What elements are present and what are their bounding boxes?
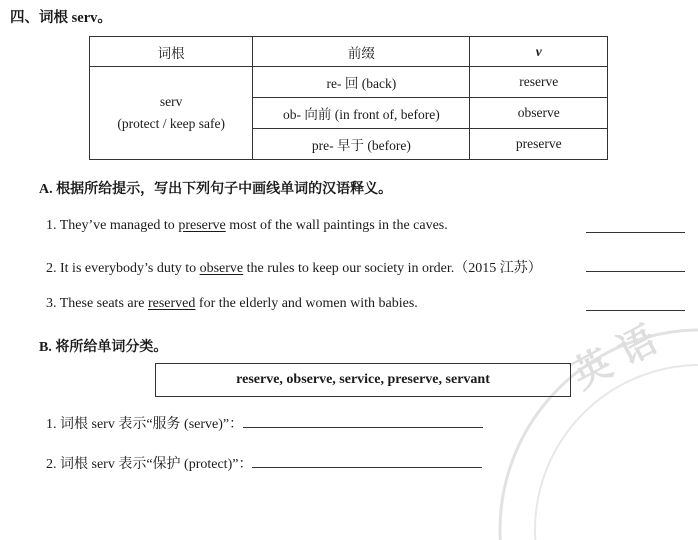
answer-blank-3[interactable]	[586, 310, 685, 311]
header-verb: v	[470, 37, 608, 67]
sentence-text: most of the wall paintings in the caves.	[225, 218, 448, 233]
section-a-title: A. 根据所给提示，写出下列句子中画线单词的汉语释义。	[39, 182, 393, 197]
underlined-word: observe	[199, 261, 244, 276]
sentence-text: 2. It is everybody’s duty to	[46, 261, 200, 276]
prefix-cell: re- 回 (back)	[253, 67, 470, 98]
sentence-3	[46, 296, 418, 312]
watermark-text: 英 语	[564, 316, 665, 398]
sentence-text: 1. They’ve managed to	[46, 218, 179, 233]
heading-root: serv	[71, 10, 98, 26]
underlined-word: preserve	[178, 218, 226, 233]
classify-item-2	[46, 453, 482, 473]
classify-blank-1[interactable]	[243, 426, 483, 428]
header-root: 词根	[90, 37, 253, 67]
word-bank-box	[155, 363, 571, 397]
sentence-text: 3. These seats are	[46, 296, 148, 311]
answer-blank-1[interactable]	[586, 232, 685, 233]
word-root-table	[89, 36, 608, 160]
classify-label: 2. 词根 serv 表示“保护 (protect)”：	[46, 457, 253, 472]
header-prefix: 前缀	[253, 37, 470, 67]
root-cell	[90, 67, 253, 160]
classify-blank-2[interactable]	[252, 466, 482, 468]
sentence-text: for the elderly and women with babies.	[195, 296, 418, 311]
verb-cell: preserve	[470, 129, 608, 160]
heading-suffix: 。	[97, 10, 112, 26]
root-meaning: (protect / keep safe)	[117, 116, 225, 131]
word-bank: reserve, observe, service, preserve, servant	[236, 372, 490, 387]
underlined-word: reserved	[147, 296, 196, 311]
watermark-seal	[460, 300, 698, 540]
sentence-1	[46, 218, 448, 234]
table-row	[90, 67, 608, 98]
sentence-text: the rules to keep our society in order.（2015 江苏）	[243, 261, 542, 276]
verb-cell: observe	[470, 98, 608, 129]
heading-prefix: 四、词根	[10, 10, 72, 26]
section-b-title: B. 将所给单词分类。	[39, 340, 168, 355]
prefix-cell: pre- 早于 (before)	[253, 129, 470, 160]
root-word: serv	[159, 94, 183, 109]
classify-label: 1. 词根 serv 表示“服务 (serve)”：	[46, 417, 244, 432]
classify-item-1	[46, 413, 483, 433]
verb-cell: reserve	[470, 67, 608, 98]
section-heading	[10, 6, 112, 27]
table-header-row	[90, 37, 608, 67]
answer-blank-2[interactable]	[586, 271, 685, 272]
prefix-cell: ob- 向前 (in front of, before)	[253, 98, 470, 129]
sentence-2	[46, 257, 542, 277]
